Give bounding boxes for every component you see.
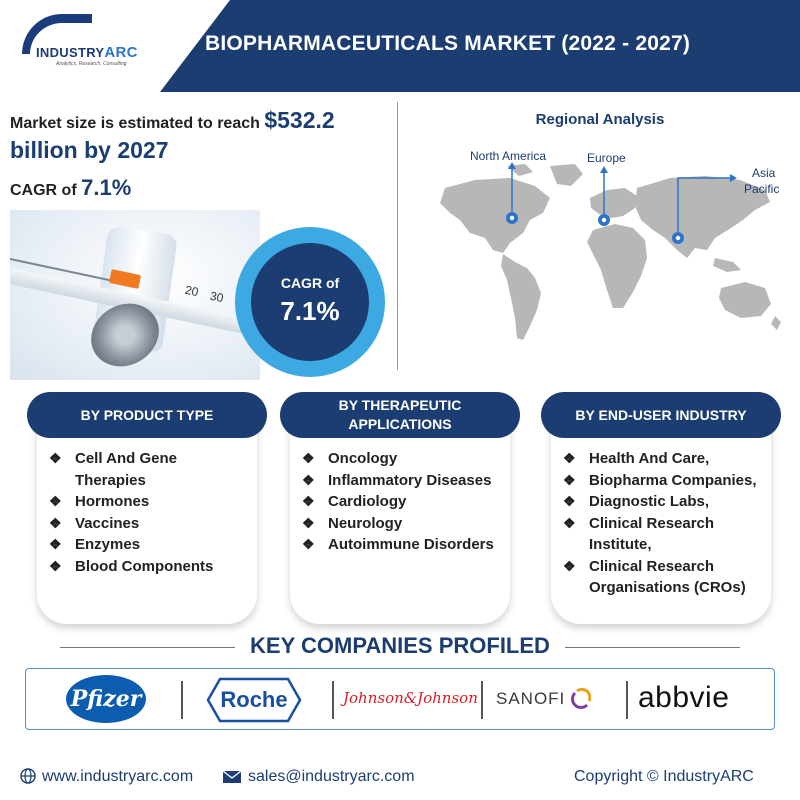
- abbvie-logo: abbvie: [638, 681, 730, 714]
- divider: [397, 102, 398, 370]
- divider: [481, 681, 483, 719]
- segment-list: [47, 448, 257, 577]
- card-header: BY END-USER INDUSTRY: [541, 392, 781, 438]
- segment-list: [300, 448, 510, 556]
- list-item: ❖ Diagnostic Labs,: [561, 491, 771, 513]
- list-item: ❖ Health And Care,: [561, 448, 771, 470]
- diamond-bullet-icon: ❖: [302, 493, 315, 509]
- globe-icon: [20, 768, 36, 784]
- diamond-bullet-icon: ❖: [563, 471, 576, 488]
- list-item: ❖ Clinical Research: [561, 513, 771, 535]
- list-item: ❖ Cell And Gene: [47, 448, 257, 470]
- list-item: ❖ Hormones: [47, 491, 257, 513]
- cagr-badge-value: 7.1%: [280, 296, 340, 326]
- syringe-vial-image: [10, 210, 260, 380]
- region-label-asia: Asia: [752, 166, 776, 180]
- cagr-badge-label: CAGR of: [280, 275, 340, 291]
- footer: [0, 762, 800, 800]
- syringe-scale-label: 20: [183, 282, 200, 300]
- card-header: BY PRODUCT TYPE: [27, 392, 267, 438]
- list-item: Institute,: [589, 536, 652, 553]
- divider: [332, 681, 334, 719]
- diamond-bullet-icon: ❖: [49, 493, 62, 509]
- region-label-europe: Europe: [587, 151, 626, 165]
- cagr-line: CAGR of 7.1%: [10, 175, 132, 200]
- diamond-bullet-icon: ❖: [49, 450, 62, 466]
- divider: [626, 681, 628, 719]
- card-header: BY THERAPEUTIC APPLICATIONS: [280, 392, 520, 438]
- diamond-bullet-icon: ❖: [563, 450, 576, 466]
- list-item: ❖ Autoimmune Disorders: [300, 534, 510, 556]
- divider: [60, 647, 235, 648]
- diamond-bullet-icon: ❖: [563, 493, 576, 509]
- list-item: ❖ Clinical Research: [561, 556, 771, 578]
- email-link[interactable]: sales@industryarc.com: [222, 768, 415, 786]
- list-item: ❖ Oncology: [300, 448, 510, 470]
- logo-wordmark: INDUSTRYARC: [36, 44, 138, 61]
- syringe-scale-label: 30: [208, 288, 225, 306]
- sanofi-logo: SANOFI: [496, 689, 566, 708]
- website-link[interactable]: www.industryarc.com: [20, 768, 193, 786]
- johnson-johnson-logo: Johnson&Johnson: [343, 689, 478, 707]
- list-item: Organisations (CROs): [589, 579, 746, 596]
- diamond-bullet-icon: ❖: [49, 557, 62, 574]
- list-item: ❖ Cardiology: [300, 491, 510, 513]
- pfizer-logo: Pfizer: [66, 675, 146, 723]
- header: [0, 0, 800, 92]
- list-item: ❖ Blood Components: [47, 556, 257, 578]
- regional-title: Regional Analysis: [535, 111, 665, 128]
- region-label-pacific: Pacific: [744, 182, 780, 196]
- logo-tagline: Analytics. Research. Consulting: [56, 61, 127, 67]
- segment-list: [561, 448, 771, 599]
- segment-card-end-user-industry: [541, 392, 781, 624]
- diamond-bullet-icon: ❖: [302, 471, 315, 488]
- copyright: Copyright © IndustryARC: [574, 768, 754, 785]
- diamond-bullet-icon: ❖: [302, 536, 315, 552]
- diamond-bullet-icon: ❖: [563, 557, 576, 574]
- diamond-bullet-icon: ❖: [563, 514, 576, 531]
- list-item: ❖ Biopharma Companies,: [561, 470, 771, 492]
- market-size-line: Market size is estimated to reach $532.2: [10, 107, 335, 133]
- segment-card-product-type: [27, 392, 267, 624]
- world-map: [415, 158, 790, 358]
- cagr-value: 7.1%: [81, 175, 132, 200]
- sanofi-swirl-icon: [571, 687, 591, 711]
- company-logos-strip: [25, 668, 775, 730]
- page-title: BIOPHARMACEUTICALS MARKET (2022 - 2027): [205, 32, 691, 55]
- market-size-year: billion by 2027: [10, 137, 169, 163]
- key-companies-title: KEY COMPANIES PROFILED: [250, 633, 550, 658]
- diamond-bullet-icon: ❖: [49, 514, 62, 531]
- diamond-bullet-icon: ❖: [302, 450, 315, 466]
- list-item: Therapies: [75, 471, 146, 489]
- list-item: ❖ Neurology: [300, 513, 510, 535]
- divider: [565, 647, 740, 648]
- diamond-bullet-icon: ❖: [49, 536, 62, 552]
- segment-card-therapeutic-applications: [280, 392, 520, 624]
- envelope-icon: [222, 770, 242, 784]
- list-item: ❖ Vaccines: [47, 513, 257, 535]
- region-label-north-america: North America: [470, 149, 547, 163]
- roche-logo: Roche: [220, 687, 288, 712]
- list-item: ❖ Enzymes: [47, 534, 257, 556]
- list-item: ❖ Inflammatory Diseases: [300, 470, 510, 492]
- market-size-value: $532.2: [264, 107, 335, 133]
- divider: [181, 681, 183, 719]
- diamond-bullet-icon: ❖: [302, 514, 315, 531]
